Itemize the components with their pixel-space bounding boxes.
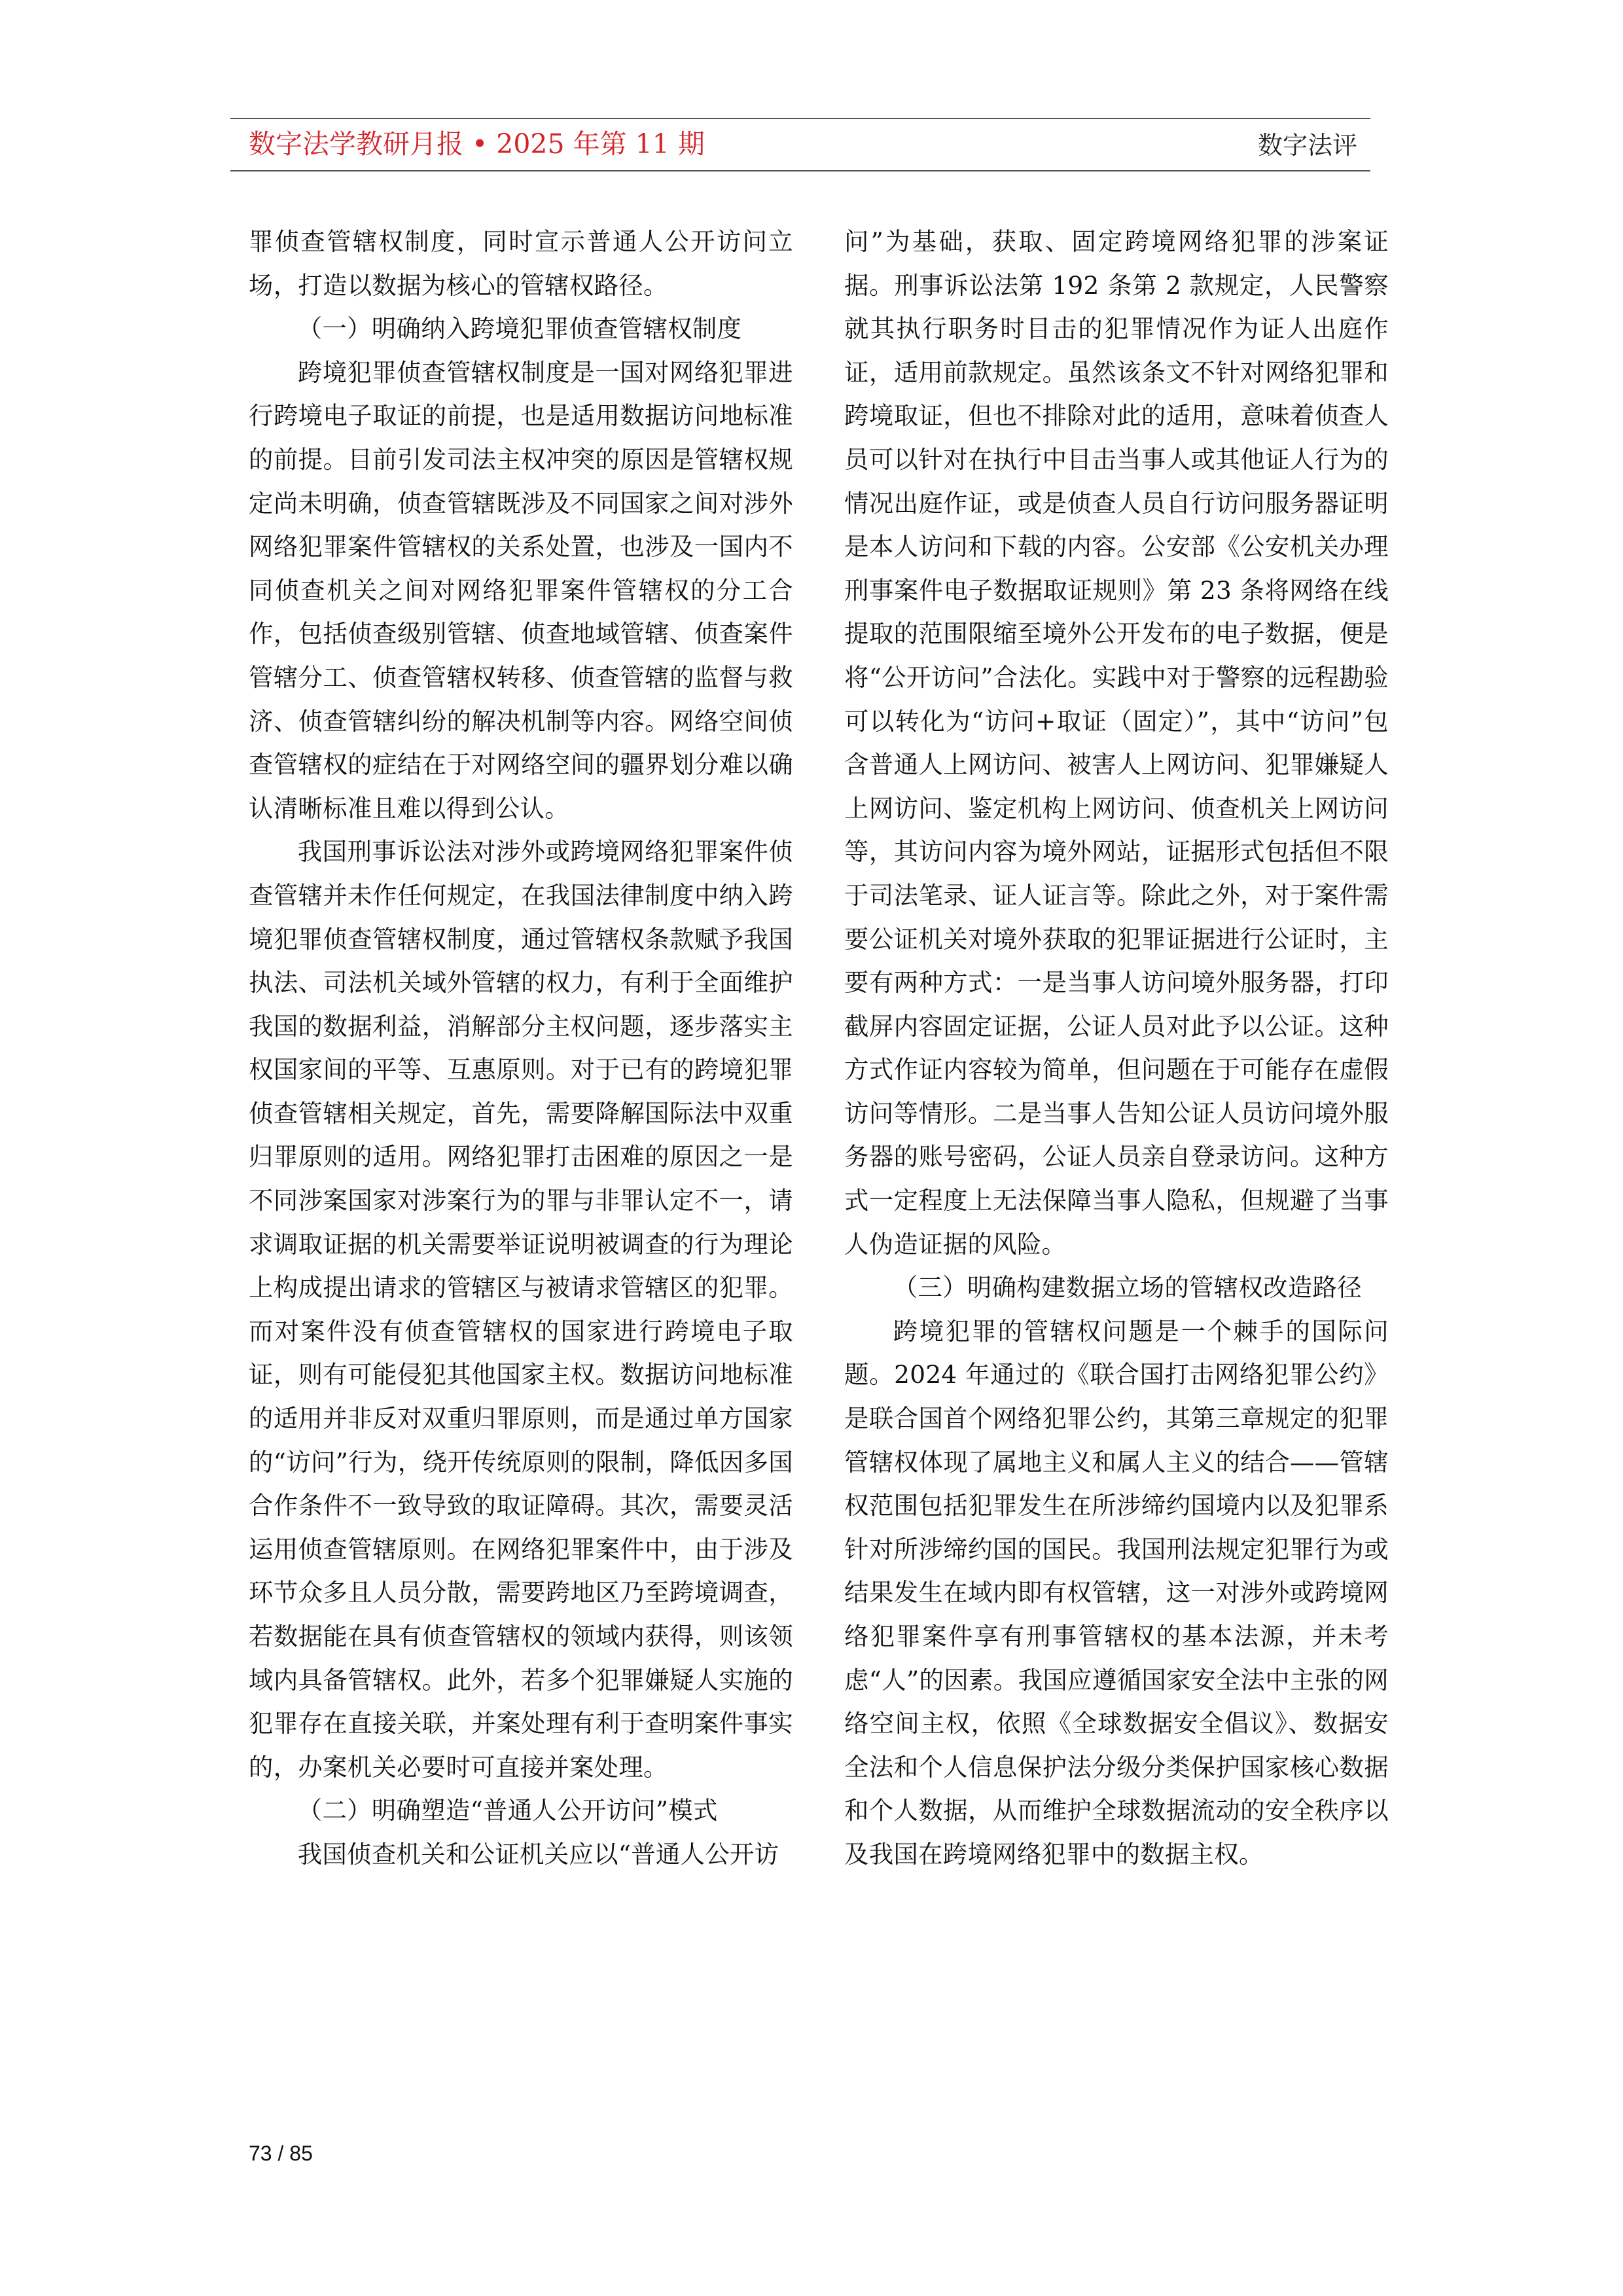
section-heading-3: （三）明确构建数据立场的管辖权改造路径 xyxy=(893,1273,1362,1302)
paragraph: 跨境犯罪侦查管辖权制度是一国对网络犯罪进行跨境电子取证的前提，也是适用数据访问地标准的前提。目前引发司法主权冲突的原因是管辖权规定尚未明确，侦查管辖既涉及不同国家之间对涉外网络犯罪案件管辖权的关系处置，也涉及一国内不同侦查机关之间对网络犯罪案件管辖权的分工合作，包括侦查级别管辖、侦查地域管辖、侦查案件管辖分工、侦查管辖权转移、侦查管辖的监督与救济、侦查管辖纠纷的解决机制等内容。网络空间侦查管辖权的症结在于对网络空间的疆界划分难以确认清晰标准且难以得到公认。 xyxy=(249,357,793,823)
journal-title: 数字法学教研月报 • 2025 年第 11 期 xyxy=(249,128,705,160)
header-bottom-rule xyxy=(230,170,1370,171)
paragraph: 罪侦查管辖权制度，同时宣示普通人公开访问立场，打造以数据为核心的管辖权路径。 xyxy=(249,227,793,300)
section-heading-2: （二）明确塑造“普通人公开访问”模式 xyxy=(297,1796,718,1825)
paragraph: 跨境犯罪的管辖权问题是一个棘手的国际问题。2024 年通过的《联合国打击网络犯罪公约》是联合国首个网络犯罪公约，其第三章规定的犯罪管辖权体现了属地主义和属人主义的结合——管辖权范围包括犯罪发生在所涉缔约国境内以及犯罪系针对所涉缔约国的国民。我国刑法规定犯罪行为或结果发生在域内即有权管辖，这一对涉外或跨境网络犯罪案件享有刑事管辖权的基本法源，并未考虑“人”的因素。我国应遵循国家安全法中主张的网络空间主权，依照《全球数据安全倡议》、数据安全法和个人信息保护法分级分类保护国家核心数据和个人数据，从而维护全球数据流动的安全秩序以及我国在跨境网络犯罪中的数据主权。 xyxy=(844,1316,1389,1869)
left-column xyxy=(249,220,793,1876)
page-number: 73 / 85 xyxy=(249,2142,313,2165)
header-top-rule xyxy=(230,118,1370,119)
right-column xyxy=(844,220,1389,1876)
section-heading-1: （一）明确纳入跨境犯罪侦查管辖权制度 xyxy=(297,314,742,344)
paragraph: 我国刑事诉讼法对涉外或跨境网络犯罪案件侦查管辖并未作任何规定，在我国法律制度中纳入跨境犯罪侦查管辖权制度，通过管辖权条款赋予我国执法、司法机关域外管辖的权力，有利于全面维护我国的数据利益，消解部分主权问题，逐步落实主权国家间的平等、互惠原则。对于已有的跨境犯罪侦查管辖相关规定，首先，需要降解国际法中双重归罪原则的适用。网络犯罪打击困难的原因之一是不同涉案国家对涉案行为的罪与非罪认定不一，请求调取证据的机关需要举证说明被调查的行为理论上构成提出请求的管辖区与被请求管辖区的犯罪。而对案件没有侦查管辖权的国家进行跨境电子取证，则有可能侵犯其他国家主权。数据访问地标准的适用并非反对双重归罪原则，而是通过单方国家的“访问”行为，绕开传统原则的限制，降低因多国合作条件不一致导致的取证障碍。其次，需要灵活运用侦查管辖原则。在网络犯罪案件中，由于涉及环节众多且人员分散，需要跨地区乃至跨境调查，若数据能在具有侦查管辖权的领域内获得，则该领域内具备管辖权。此外，若多个犯罪嫌疑人实施的犯罪存在直接关联，并案处理有利于查明案件事实的，办案机关必要时可直接并案处理。 xyxy=(249,837,793,1782)
section-name: 数字法评 xyxy=(1257,131,1357,160)
running-header xyxy=(230,118,1370,171)
paragraph: 我国侦查机关和公证机关应以“普通人公开访 xyxy=(297,1839,779,1869)
paragraph: 问”为基础，获取、固定跨境网络犯罪的涉案证据。刑事诉讼法第 192 条第 2 款规定，人民警察就其执行职务时目击的犯罪情况作为证人出庭作证，适用前款规定。虽然该条文不针对网络犯罪和跨境取证，但也不排除对此的适用，意味着侦查人员可以针对在执行中目击当事人或其他证人行为的情况出庭作证，或是侦查人员自行访问服务器证明是本人访问和下载的内容。公安部《公安机关办理刑事案件电子数据取证规则》第 23 条将网络在线提取的范围限缩至境外公开发布的电子数据，便是将“公开访问”合法化。实践中对于警察的远程勘验可以转化为“访问+取证（固定）”，其中“访问”包含普通人上网访问、被害人上网访问、犯罪嫌疑人上网访问、鉴定机构上网访问、侦查机关上网访问等，其访问内容为境外网站，证据形式包括但不限于司法笔录、证人证言等。除此之外，对于案件需要公证机关对境外获取的犯罪证据进行公证时，主要有两种方式：一是当事人访问境外服务器，打印截屏内容固定证据，公证人员对此予以公证。这种方式作证内容较为简单，但问题在于可能存在虚假访问等情形。二是当事人告知公证人员访问境外服务器的账号密码，公证人员亲自登录访问。这种方式一定程度上无法保障当事人隐私，但规避了当事人伪造证据的风险。 xyxy=(844,227,1389,1259)
